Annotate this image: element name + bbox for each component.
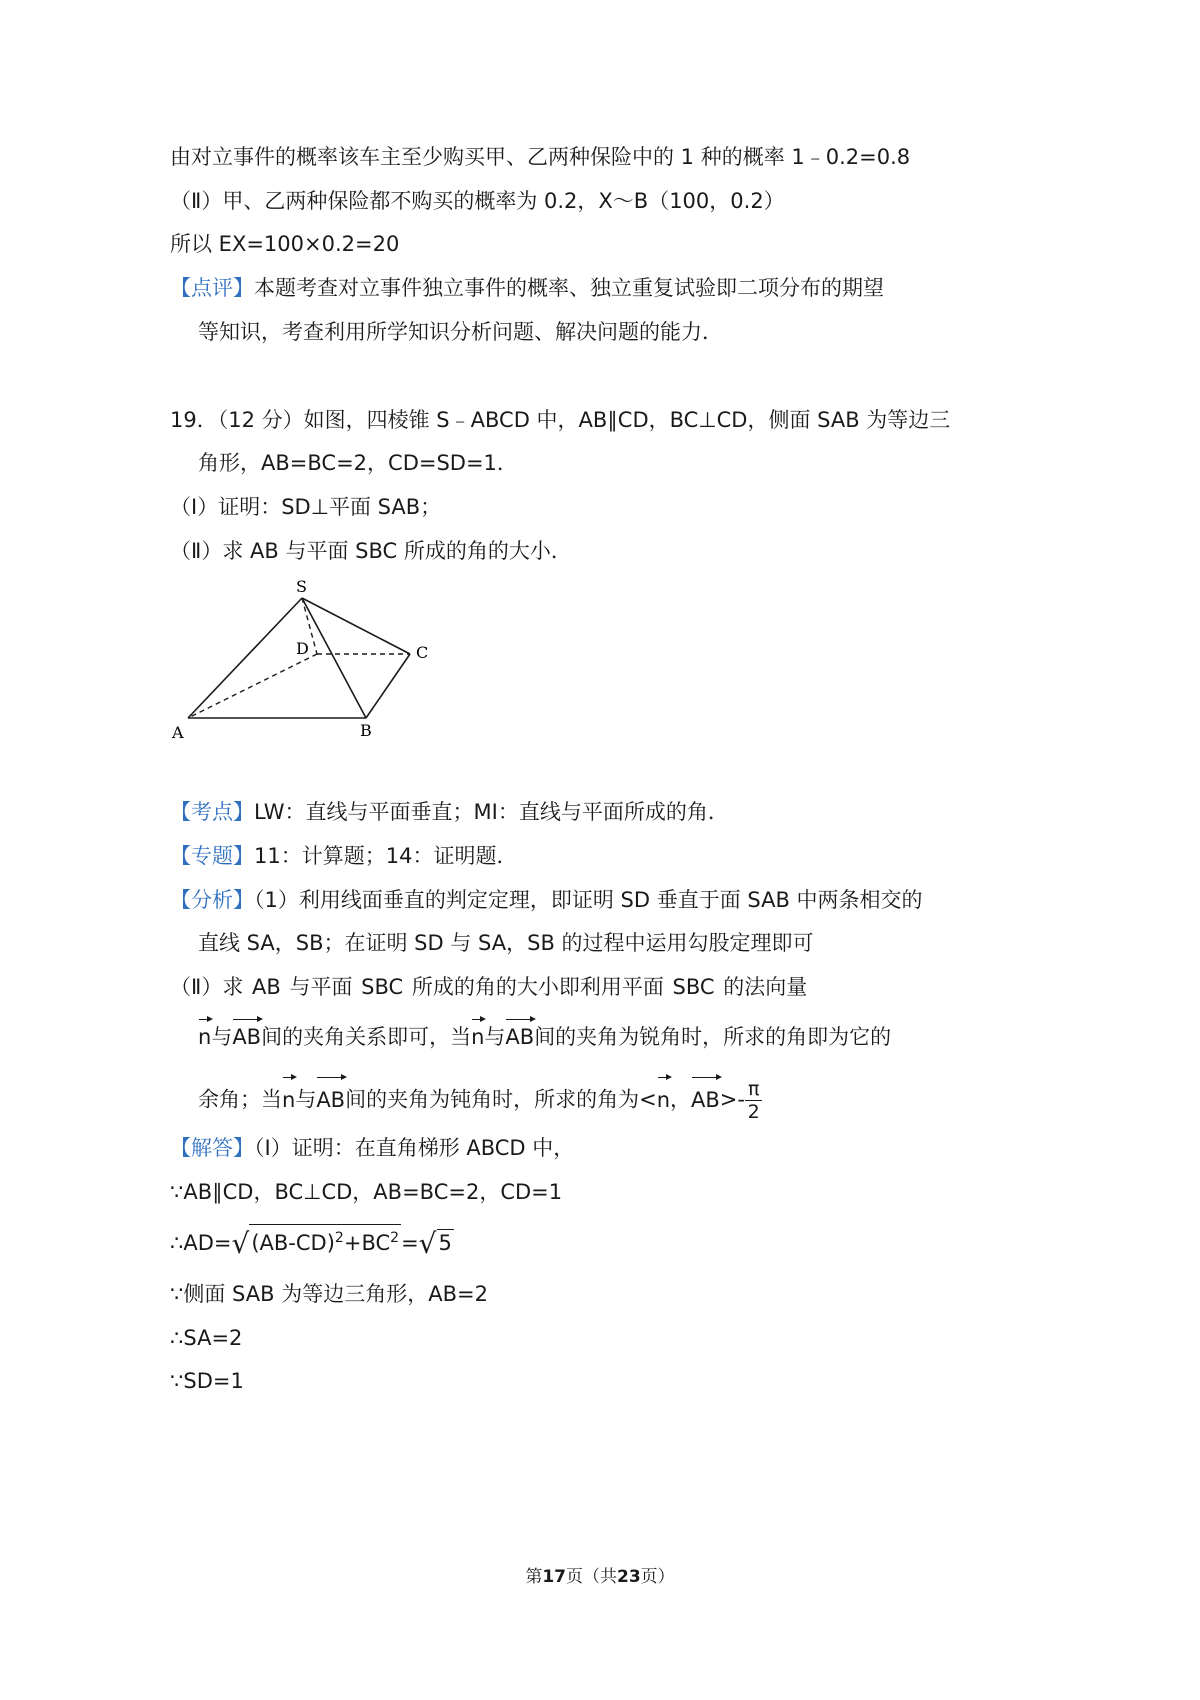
kaodian-tag: 【考点】 (170, 800, 254, 824)
vertex-label-C: C (416, 643, 429, 662)
vector-n: n (657, 1080, 670, 1120)
vector-AB: AB (505, 1022, 534, 1052)
text-fragment: = (401, 1231, 419, 1255)
edge-SC (302, 598, 410, 654)
vertex-label-D: D (296, 639, 309, 658)
vector-n: n (471, 1022, 484, 1052)
vector-n: n (198, 1022, 211, 1052)
text-line: （Ⅱ）求 AB 与平面 SBC 所成的角的大小即利用平面 SBC 的法向量 (170, 975, 808, 999)
vector-line-2 (198, 1078, 762, 1123)
text-fragment: 余角；当 (198, 1087, 282, 1112)
text-line: 直线 SA，SB；在证明 SD 与 SA，SB 的过程中运用勾股定理即可 (198, 931, 814, 955)
zhuanti-tag: 【专题】 (170, 844, 254, 868)
jieda-text: （Ⅰ）证明：在直角梯形 ABCD 中， (254, 1136, 575, 1160)
kaodian-line (170, 797, 729, 827)
text-fragment: +BC (343, 1231, 391, 1255)
vertex-label-A: A (172, 723, 184, 742)
vector-n: n (282, 1080, 295, 1120)
text-line: （Ⅱ）甲、乙两种保险都不购买的概率为 0.2，X～B（100，0.2） (170, 189, 785, 213)
text-fragment: 为钝角时，所求的角为< (429, 1087, 657, 1112)
fenxi-line (170, 885, 923, 915)
vector-AB: AB (232, 1022, 261, 1052)
text-fragment: > (719, 1087, 738, 1112)
jieda-line (170, 1133, 574, 1163)
vector-AB: AB (316, 1080, 345, 1120)
text-line: 由对立事件的概率该车主至少购买甲、乙两种保险中的 1 种的概率 1﹣0.2=0.8 (170, 145, 911, 169)
text-fragment: 为锐角时，所求的角即为它的 (618, 1025, 892, 1049)
text-line: ∵SD=1 (170, 1369, 244, 1393)
fenxi-tag: 【分析】 (170, 888, 254, 912)
vertex-label-B: B (360, 721, 372, 740)
text-fragment: ， (670, 1087, 692, 1112)
text-line: ∵AB∥CD，BC⊥CD，AB=BC=2，CD=1 (170, 1180, 563, 1204)
minus-sign: - (737, 1087, 745, 1112)
page-number: 17 (542, 1567, 566, 1587)
exponent: 2 (334, 1230, 344, 1246)
text-fragment: ∴AD= (170, 1231, 232, 1255)
sqrt-sign: √ (418, 1227, 437, 1260)
text-fragment: 间的夹角 (534, 1025, 619, 1049)
footer-text: 第 (525, 1567, 543, 1587)
sqrt-radicand: 5 (438, 1231, 452, 1255)
zhuanti-line (170, 841, 517, 871)
text-fragment: 间的夹角关系即可，当 (261, 1025, 472, 1049)
text-line: （Ⅱ）求 AB 与平面 SBC 所成的角的大小． (170, 539, 572, 563)
text-line: 等知识，考查利用所学知识分析问题、解决问题的能力． (198, 320, 723, 344)
fraction-numerator: π (745, 1078, 762, 1101)
review-tag: 【点评】 (170, 276, 254, 300)
fraction-denominator: 2 (747, 1101, 760, 1123)
review-text: 本题考查对立事件独立事件的概率、独立重复试验即二项分布的期望 (254, 276, 884, 300)
edge-SB (302, 598, 366, 718)
fenxi-text: （1）利用线面垂直的判定定理，即证明 SD 垂直于面 SAB 中两条相交的 (254, 888, 923, 912)
vertex-label-S: S (296, 577, 307, 596)
sqrt-sign: √ (231, 1227, 250, 1260)
sqrt-radicand (249, 1224, 401, 1256)
vector-AB: AB (691, 1080, 720, 1120)
text-fragment: 与 (295, 1087, 317, 1112)
footer-text: 页） (640, 1567, 675, 1587)
text-line: ∴SA=2 (170, 1326, 243, 1350)
edge-DA (188, 654, 317, 718)
text-line: ∵侧面 SAB 为等边三角形，AB=2 (170, 1282, 488, 1306)
jieda-tag: 【解答】 (170, 1136, 254, 1160)
vector-line-1 (198, 1022, 891, 1052)
text-line: 所以 EX=100×0.2=20 (170, 232, 400, 256)
text-fragment: 与 (484, 1025, 506, 1049)
fraction-pi-over-2 (745, 1078, 762, 1123)
edge-SA (188, 598, 302, 718)
total-pages: 23 (617, 1567, 641, 1587)
exponent: 2 (390, 1230, 400, 1246)
question-19-title: 19．（12 分）如图，四棱锥 S﹣ABCD 中，AB∥CD，BC⊥CD，侧面 SAB 为等边三 (170, 408, 951, 432)
text-fragment: 间的夹角 (345, 1087, 430, 1112)
pyramid-figure (160, 572, 460, 752)
edge-BC (366, 654, 410, 718)
review-line (170, 273, 884, 303)
text-line: （Ⅰ）证明：SD⊥平面 SAB； (170, 495, 442, 519)
text-line: 角形，AB=BC=2，CD=SD=1． (198, 451, 518, 475)
page-footer (0, 1562, 1200, 1587)
text-fragment: 与 (211, 1025, 233, 1049)
text-fragment: (AB-CD) (251, 1231, 335, 1255)
footer-text: 页（共 (566, 1567, 617, 1587)
kaodian-text: LW：直线与平面垂直；MI：直线与平面所成的角． (254, 800, 729, 824)
zhuanti-text: 11：计算题；14：证明题． (254, 844, 518, 868)
sqrt-line (170, 1224, 454, 1259)
